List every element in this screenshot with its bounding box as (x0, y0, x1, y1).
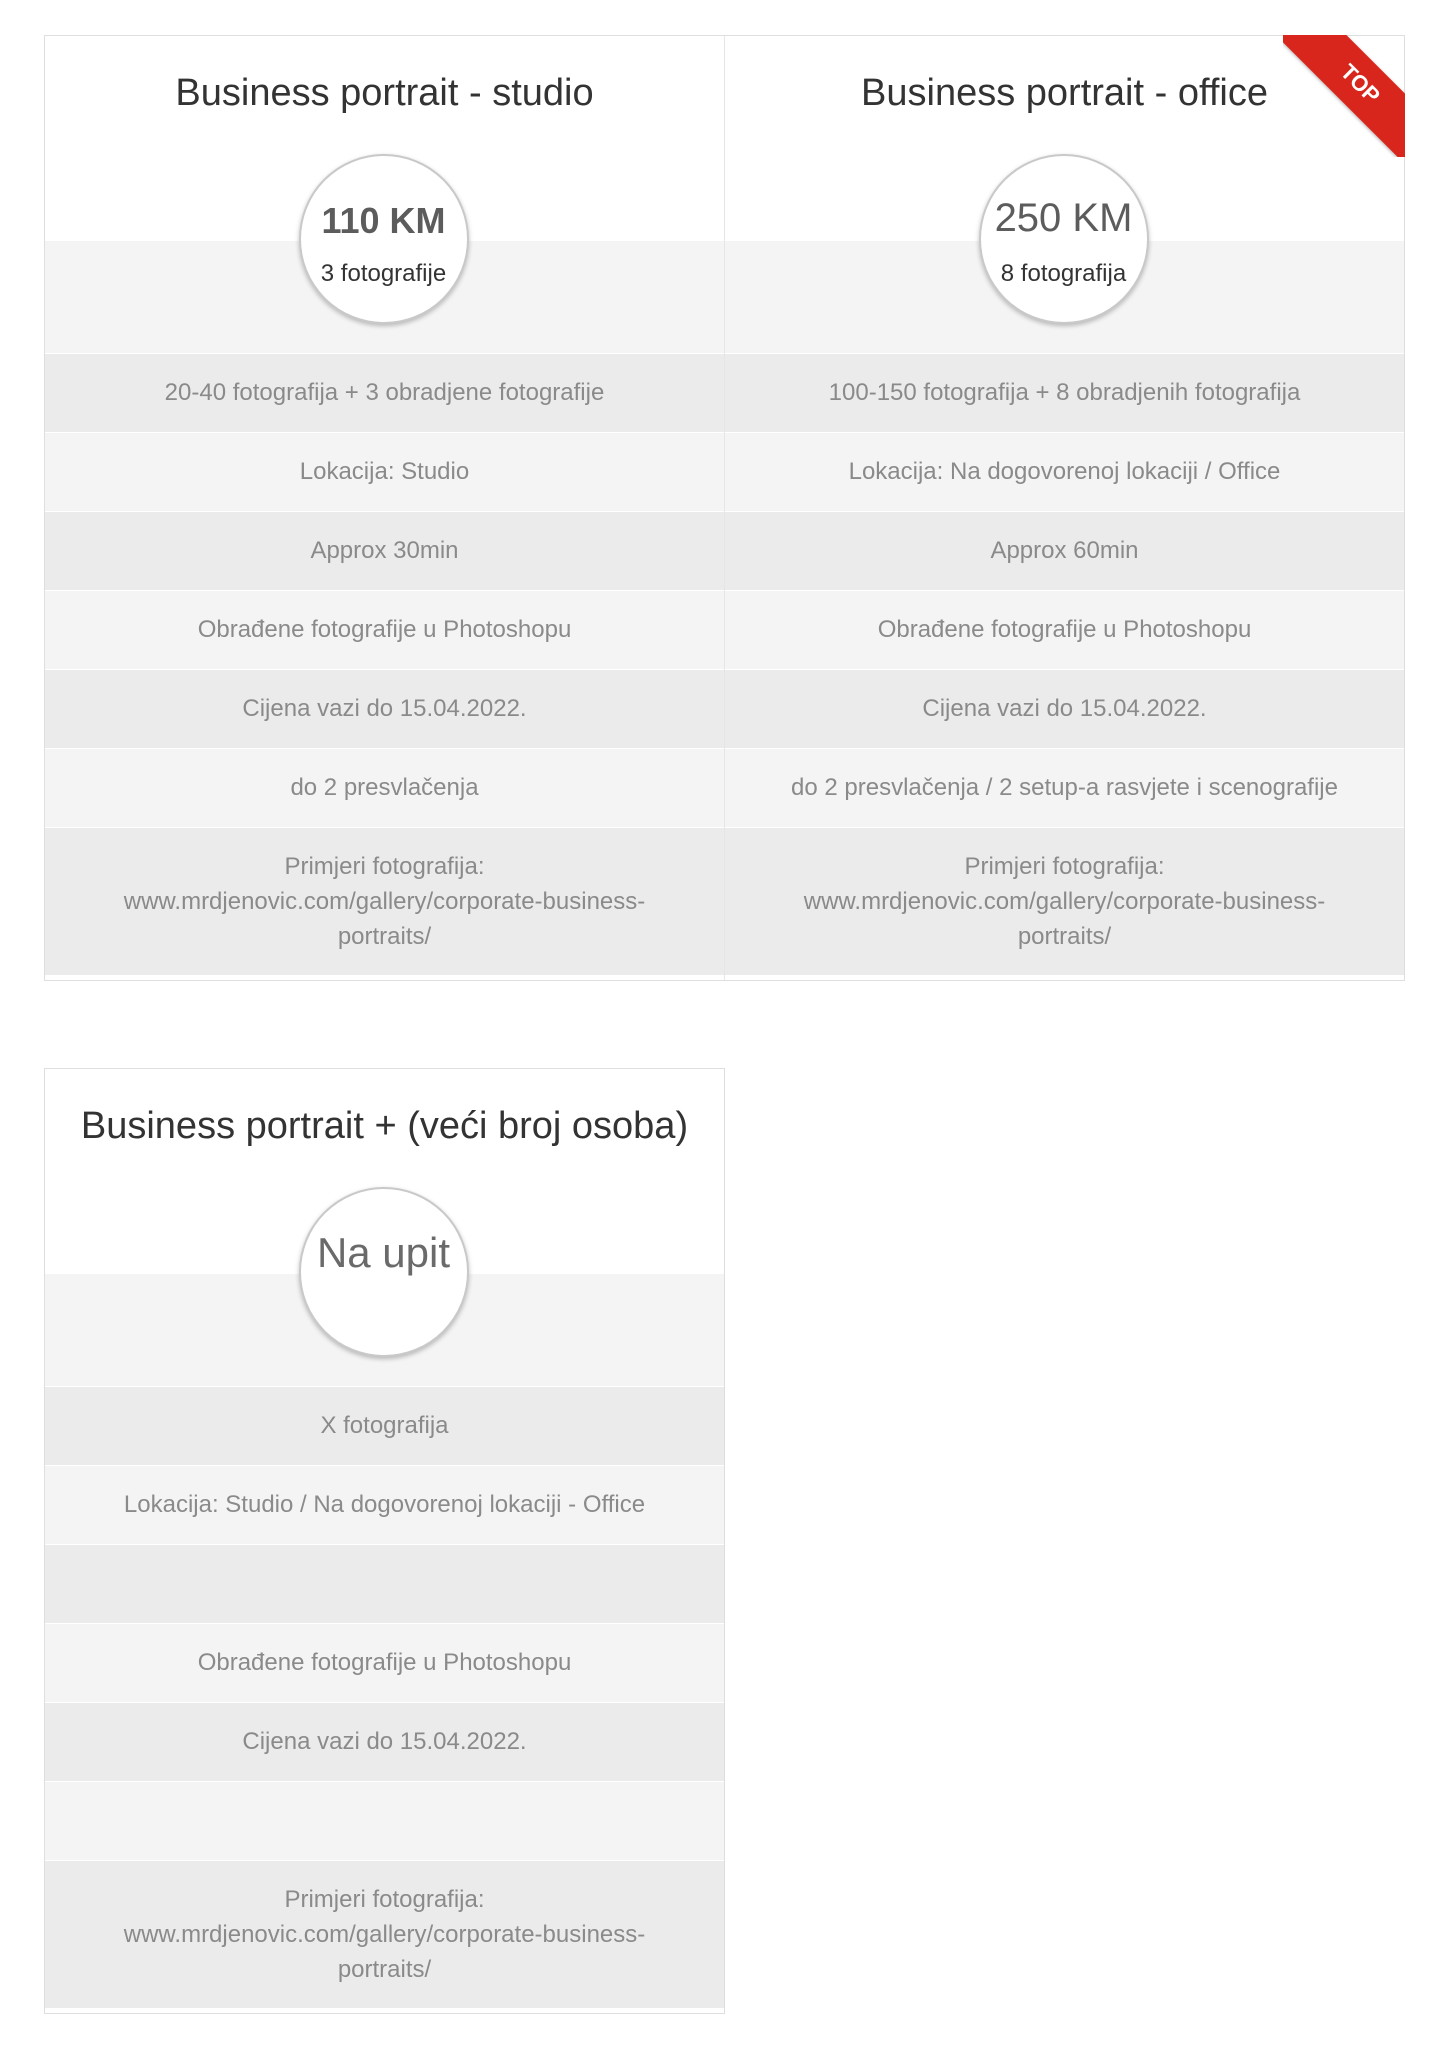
price-circle (299, 1187, 469, 1357)
plan-title: Business portrait - studio (175, 72, 594, 114)
examples-link[interactable]: www.mrdjenovic.com/gallery/corporate-business- (803, 888, 1326, 915)
plan-photo-count: 8 fotografija (1000, 260, 1127, 287)
plan-studio (45, 36, 724, 980)
examples-row (725, 827, 1404, 975)
feature-row: Approx 30min (45, 511, 724, 590)
examples-link[interactable]: www.mrdjenovic.com/gallery/corporate-business- (123, 1921, 646, 1948)
examples-row (45, 827, 724, 975)
pricing-table-top (44, 35, 1405, 981)
feature-row: Lokacija: Na dogovorenoj lokaciji / Office (725, 432, 1404, 511)
feature-row-empty (45, 1544, 724, 1623)
feature-row: Obrađene fotografije u Photoshopu (45, 590, 724, 669)
feature-row: X fotografija (45, 1386, 724, 1465)
examples-row (45, 1860, 724, 2008)
examples-label: Primjeri fotografija: (284, 853, 485, 880)
examples-link[interactable]: www.mrdjenovic.com/gallery/corporate-business- (123, 888, 646, 915)
plan-photo-count: 3 fotografije (320, 260, 447, 287)
price-circle (299, 154, 469, 324)
feature-row: Obrađene fotografije u Photoshopu (725, 590, 1404, 669)
plan-price: 110 KM (321, 200, 446, 241)
top-ribbon (1283, 35, 1405, 157)
plan-office (724, 36, 1404, 980)
top-badge: TOP (1283, 35, 1405, 157)
price-circle (979, 154, 1149, 324)
feature-row: Lokacija: Studio / Na dogovorenoj lokaciji - Office (45, 1465, 724, 1544)
plan-title: Business portrait - office (861, 72, 1268, 114)
feature-row: do 2 presvlačenja / 2 setup-a rasvjete i scenografije (725, 748, 1404, 827)
feature-list (45, 353, 724, 975)
feature-list (45, 1386, 724, 2008)
examples-label: Primjeri fotografija: (964, 853, 1165, 880)
feature-row: Cijena vazi do 15.04.2022. (45, 1702, 724, 1781)
feature-row: Lokacija: Studio (45, 432, 724, 511)
plan-price: Na upit (316, 1229, 451, 1276)
pricing-table-bottom (44, 1068, 725, 2014)
plan-group (45, 1069, 724, 2013)
examples-link-cont[interactable]: portraits/ (337, 1956, 432, 1983)
examples-label: Primjeri fotografija: (284, 1886, 485, 1913)
plan-price: 250 KM (994, 196, 1133, 240)
feature-row: Obrađene fotografije u Photoshopu (45, 1623, 724, 1702)
feature-row: Cijena vazi do 15.04.2022. (45, 669, 724, 748)
feature-row: 20-40 fotografija + 3 obradjene fotografije (45, 353, 724, 432)
plan-title: Business portrait + (veći broj osoba) (80, 1105, 689, 1147)
feature-row: Cijena vazi do 15.04.2022. (725, 669, 1404, 748)
feature-row: Approx 60min (725, 511, 1404, 590)
feature-list (725, 353, 1404, 975)
examples-link-cont[interactable]: portraits/ (337, 923, 432, 950)
feature-row: do 2 presvlačenja (45, 748, 724, 827)
feature-row: 100-150 fotografija + 8 obradjenih fotografija (725, 353, 1404, 432)
examples-link-cont[interactable]: portraits/ (1017, 923, 1112, 950)
feature-row-empty (45, 1781, 724, 1860)
